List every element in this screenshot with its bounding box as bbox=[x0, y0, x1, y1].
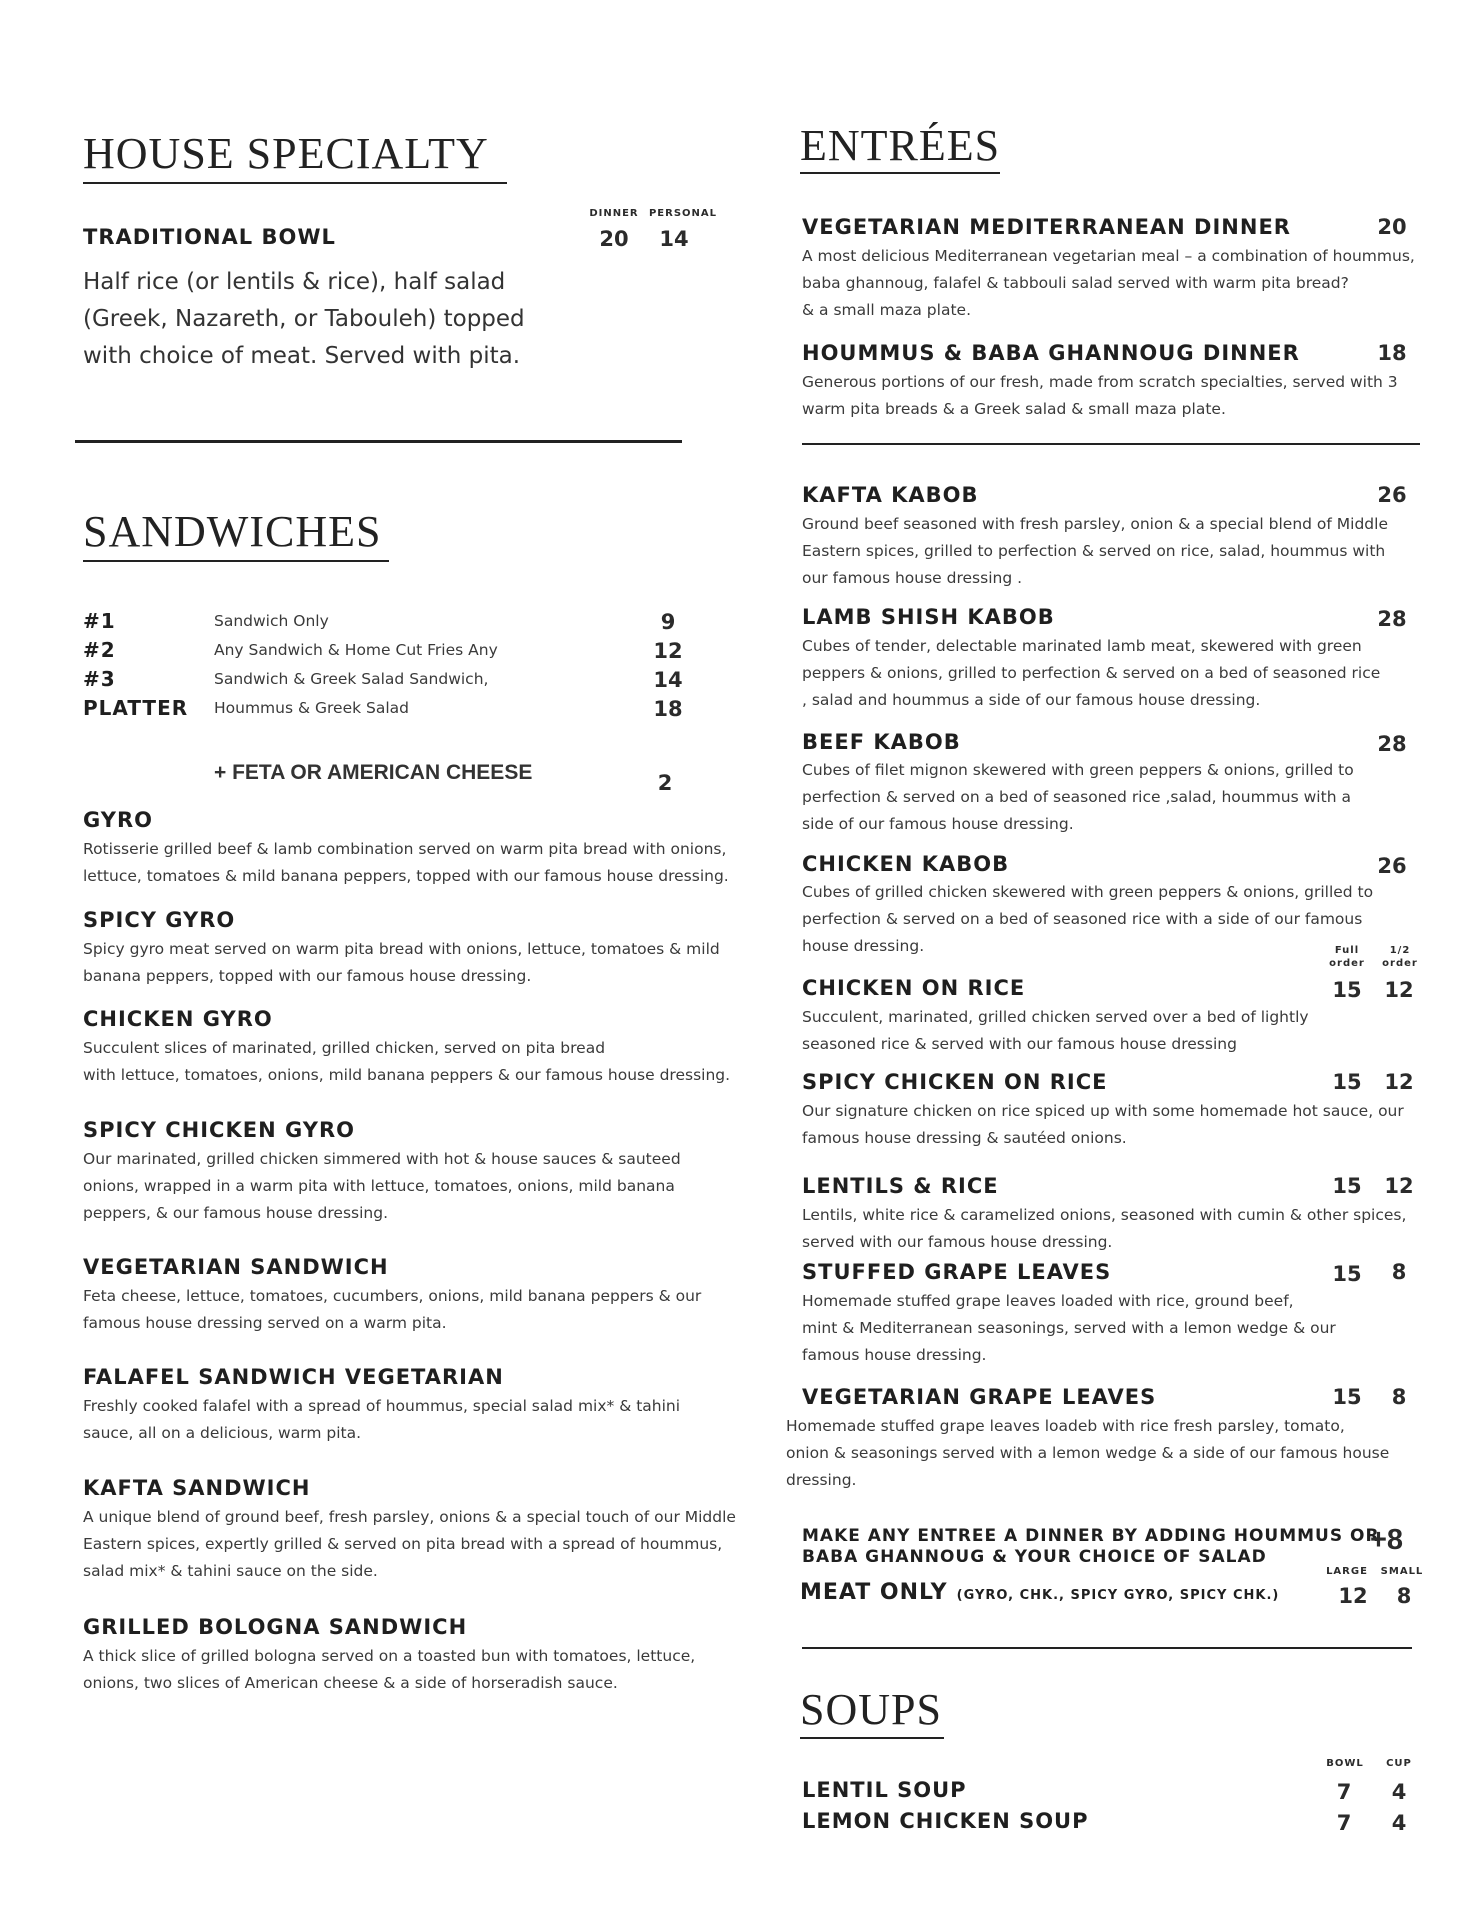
menu-item-description bbox=[83, 1146, 681, 1227]
menu-item-description bbox=[802, 1202, 1406, 1256]
description-line: with choice of meat. Served with pita. bbox=[83, 343, 521, 369]
description-line: banana peppers, topped with our famous house dressing. bbox=[83, 967, 532, 985]
menu-item-name: VEGETARIAN SANDWICH bbox=[83, 1255, 389, 1279]
half-order-price: 12 bbox=[1384, 978, 1414, 1002]
menu-item-name: HOUMMUS & BABA GHANNOUG DINNER bbox=[802, 341, 1300, 365]
menu-item-name: KAFTA KABOB bbox=[802, 483, 979, 507]
traditional-bowl-personal-price: 14 bbox=[659, 227, 689, 251]
option-label: #3 bbox=[83, 667, 116, 691]
soup-name: LEMON CHICKEN SOUP bbox=[802, 1809, 1089, 1833]
traditional-bowl-dinner-price: 20 bbox=[599, 227, 629, 251]
description-line: A thick slice of grilled bologna served on a toasted bun with tomatoes, lettuce, bbox=[83, 1647, 696, 1665]
menu-item-price: 26 bbox=[1377, 483, 1407, 507]
description-line: peppers & onions, grilled to perfection & served on a bed of seasoned rice bbox=[802, 664, 1381, 682]
soup-bowl-price: 7 bbox=[1336, 1811, 1352, 1835]
menu-item-description bbox=[83, 1283, 701, 1337]
meat-only-row bbox=[800, 1580, 1279, 1605]
meat-only-large-price: 12 bbox=[1338, 1584, 1368, 1608]
option-label: #1 bbox=[83, 609, 116, 633]
description-line: Rotisserie grilled beef & lamb combination served on warm pita bread with onions, bbox=[83, 840, 727, 858]
sandwiches-underline bbox=[83, 560, 389, 562]
description-line: served with our famous house dressing. bbox=[802, 1233, 1113, 1251]
soup-cup-price: 4 bbox=[1391, 1780, 1407, 1804]
soup-name: LENTIL SOUP bbox=[802, 1778, 967, 1802]
full-order-price: 15 bbox=[1332, 978, 1362, 1002]
menu-item-description bbox=[802, 1098, 1404, 1152]
menu-item-name: VEGETARIAN GRAPE LEAVES bbox=[802, 1385, 1157, 1409]
dinner-upgrade-note bbox=[802, 1526, 1380, 1568]
menu-item-name: VEGETARIAN MEDITERRANEAN DINNER bbox=[802, 215, 1291, 239]
description-line: Generous portions of our fresh, made from scratch specialties, served with 3 bbox=[802, 373, 1398, 391]
description-line: Eastern spices, expertly grilled & served on pita bread with a spread of hoummus, bbox=[83, 1535, 723, 1553]
description-line: salad mix* & tahini sauce on the side. bbox=[83, 1562, 378, 1580]
house-specialty-title: HOUSE SPECIALTY bbox=[83, 129, 489, 178]
feta-cheese-addon-price: 2 bbox=[657, 771, 673, 795]
menu-item-price: 28 bbox=[1377, 607, 1407, 631]
description-line: , salad and hoummus a side of our famous house dressing. bbox=[802, 691, 1261, 709]
menu-item-description bbox=[83, 1393, 680, 1447]
note-line: MAKE ANY ENTREE A DINNER BY ADDING HOUMMUS OR bbox=[802, 1526, 1380, 1546]
description-line: our famous house dressing . bbox=[802, 569, 1023, 587]
description-line: onions, wrapped in a warm pita with lettuce, tomatoes, onions, mild banana bbox=[83, 1177, 675, 1195]
description-line: Freshly cooked falafel with a spread of hoummus, special salad mix* & tahini bbox=[83, 1397, 681, 1415]
description-line: seasoned rice & served with our famous house dressing bbox=[802, 1035, 1237, 1053]
description-line: baba ghannoug, falafel & tabbouli salad served with warm pita bread? bbox=[802, 274, 1349, 292]
full-order-price: 15 bbox=[1332, 1385, 1362, 1409]
menu-item-name: SPICY CHICKEN GYRO bbox=[83, 1118, 355, 1142]
entrees-title: ENTRÉES bbox=[800, 121, 1001, 170]
menu-item-name: SPICY CHICKEN ON RICE bbox=[802, 1070, 1108, 1094]
option-label: #2 bbox=[83, 638, 116, 662]
menu-item-name: KAFTA SANDWICH bbox=[83, 1476, 311, 1500]
meat-only-detail: (GYRO, CHK., SPICY GYRO, SPICY CHK.) bbox=[956, 1588, 1280, 1603]
menu-item-name: LAMB SHISH KABOB bbox=[802, 605, 1055, 629]
menu-item-name: BEEF KABOB bbox=[802, 730, 961, 754]
description-line: perfection & served on a bed of seasoned rice with a side of our famous bbox=[802, 910, 1363, 928]
description-line: (Greek, Nazareth, or Tabouleh) topped bbox=[83, 306, 525, 332]
note-line: BABA GHANNOUG & YOUR CHOICE OF SALAD bbox=[802, 1547, 1267, 1567]
description-line: & a small maza plate. bbox=[802, 301, 971, 319]
section-divider bbox=[802, 443, 1420, 445]
menu-item-description bbox=[83, 1643, 695, 1697]
description-line: warm pita breads & a Greek salad & small maza plate. bbox=[802, 400, 1226, 418]
description-line: house dressing. bbox=[802, 937, 925, 955]
option-label: PLATTER bbox=[83, 696, 189, 720]
menu-item-description bbox=[802, 1004, 1309, 1058]
description-line: peppers, & our famous house dressing. bbox=[83, 1204, 388, 1222]
half-order-price: 12 bbox=[1384, 1070, 1414, 1094]
description-line: famous house dressing & sautéed onions. bbox=[802, 1129, 1127, 1147]
col-dinner-header: DINNER bbox=[589, 208, 639, 219]
menu-item-description bbox=[802, 757, 1354, 838]
option-price: 14 bbox=[653, 668, 683, 692]
description-line: mint & Mediterranean seasonings, served with a lemon wedge & our bbox=[802, 1319, 1336, 1337]
half-order-price: 8 bbox=[1391, 1260, 1407, 1284]
description-line: sauce, all on a delicious, warm pita. bbox=[83, 1424, 362, 1442]
entrees-underline bbox=[800, 172, 1000, 174]
soup-cup-price: 4 bbox=[1391, 1811, 1407, 1835]
sandwiches-title: SANDWICHES bbox=[83, 507, 382, 556]
description-line: onions, two slices of American cheese & a side of horseradish sauce. bbox=[83, 1674, 618, 1692]
menu-item-name: SPICY GYRO bbox=[83, 908, 236, 932]
option-desc: Any Sandwich & Home Cut Fries Any bbox=[214, 641, 498, 659]
description-line: with lettuce, tomatoes, onions, mild banana peppers & our famous house dressing. bbox=[83, 1066, 731, 1084]
menu-item-description bbox=[802, 879, 1373, 960]
menu-item-description bbox=[83, 836, 729, 890]
description-line: Ground beef seasoned with fresh parsley, onion & a special blend of Middle bbox=[802, 515, 1388, 533]
description-line: Feta cheese, lettuce, tomatoes, cucumbers, onions, mild banana peppers & our bbox=[83, 1287, 702, 1305]
menu-item-price: 26 bbox=[1377, 854, 1407, 878]
menu-item-price: 20 bbox=[1377, 215, 1407, 239]
option-desc: Sandwich & Greek Salad Sandwich, bbox=[214, 670, 489, 688]
col-small-header: SMALL bbox=[1380, 1566, 1424, 1577]
description-line: Eastern spices, grilled to perfection & served on rice, salad, hoummus with bbox=[802, 542, 1386, 560]
description-line: Succulent, marinated, grilled chicken served over a bed of lightly bbox=[802, 1008, 1309, 1026]
description-line: Our marinated, grilled chicken simmered with hot & house sauces & sauteed bbox=[83, 1150, 681, 1168]
description-line: Cubes of filet mignon skewered with green peppers & onions, grilled to bbox=[802, 761, 1354, 779]
menu-item-description bbox=[802, 1288, 1336, 1369]
description-line: famous house dressing served on a warm pita. bbox=[83, 1314, 447, 1332]
description-line: Homemade stuffed grape leaves loadeb with rice fresh parsley, tomato, bbox=[786, 1417, 1345, 1435]
section-divider bbox=[802, 1647, 1412, 1649]
menu-item-description bbox=[802, 511, 1388, 592]
description-line: Succulent slices of marinated, grilled chicken, served on pita bread bbox=[83, 1039, 606, 1057]
description-line: Half rice (or lentils & rice), half salad bbox=[83, 269, 506, 295]
traditional-bowl-description bbox=[83, 264, 525, 375]
description-line: side of our famous house dressing. bbox=[802, 815, 1074, 833]
meat-only-small-price: 8 bbox=[1396, 1584, 1412, 1608]
menu-item-description bbox=[802, 633, 1380, 714]
description-line: A most delicious Mediterranean vegetarian meal – a combination of hoummus, bbox=[802, 247, 1415, 265]
description-line: perfection & served on a bed of seasoned rice ,salad, hoummus with a bbox=[802, 788, 1351, 806]
menu-item-description bbox=[83, 1035, 730, 1089]
description-line: famous house dressing. bbox=[802, 1346, 987, 1364]
menu-item-description bbox=[83, 1504, 736, 1585]
description-line: Our signature chicken on rice spiced up with some homemade hot sauce, our bbox=[802, 1102, 1404, 1120]
description-line: A unique blend of ground beef, fresh parsley, onions & a special touch of our Middle bbox=[83, 1508, 736, 1526]
feta-cheese-addon: + FETA OR AMERICAN CHEESE bbox=[214, 761, 533, 784]
option-price: 18 bbox=[653, 697, 683, 721]
menu-item-description bbox=[83, 936, 720, 990]
description-line: dressing. bbox=[786, 1471, 857, 1489]
option-price: 9 bbox=[660, 610, 676, 634]
description-line: Cubes of grilled chicken skewered with green peppers & onions, grilled to bbox=[802, 883, 1374, 901]
menu-item-name: STUFFED GRAPE LEAVES bbox=[802, 1260, 1112, 1284]
description-line: Spicy gyro meat served on warm pita bread with onions, lettuce, tomatoes & mild bbox=[83, 940, 720, 958]
menu-item-description bbox=[786, 1413, 1389, 1494]
full-order-price: 15 bbox=[1332, 1262, 1362, 1286]
description-line: Cubes of tender, delectable marinated lamb meat, skewered with green bbox=[802, 637, 1362, 655]
full-order-price: 15 bbox=[1332, 1174, 1362, 1198]
dinner-upgrade-price: +8 bbox=[1370, 1524, 1404, 1556]
house-specialty-underline bbox=[83, 182, 507, 184]
option-desc: Sandwich Only bbox=[214, 612, 329, 630]
col-bowl-header: BOWL bbox=[1326, 1758, 1364, 1769]
menu-item-name: LENTILS & RICE bbox=[802, 1174, 999, 1198]
menu-item-name: GYRO bbox=[83, 808, 154, 832]
menu-item-name: CHICKEN ON RICE bbox=[802, 976, 1026, 1000]
menu-item-price: 18 bbox=[1377, 341, 1407, 365]
traditional-bowl-name: TRADITIONAL BOWL bbox=[83, 225, 336, 249]
option-price: 12 bbox=[653, 639, 683, 663]
menu-item-price: 28 bbox=[1377, 732, 1407, 756]
description-line: Homemade stuffed grape leaves loaded with rice, ground beef, bbox=[802, 1292, 1294, 1310]
meat-only-label: MEAT ONLY bbox=[800, 1580, 948, 1605]
description-line: Lentils, white rice & caramelized onions, seasoned with cumin & other spices, bbox=[802, 1206, 1407, 1224]
menu-item-description bbox=[802, 369, 1398, 423]
description-line: lettuce, tomatoes & mild banana peppers, topped with our famous house dressing. bbox=[83, 867, 729, 885]
col-half-order-header: 1/2 order bbox=[1382, 945, 1418, 969]
menu-item-name: CHICKEN GYRO bbox=[83, 1007, 273, 1031]
soups-title: SOUPS bbox=[800, 1685, 942, 1734]
half-order-price: 12 bbox=[1384, 1174, 1414, 1198]
col-full-order-header: Full order bbox=[1329, 945, 1365, 969]
menu-item-description bbox=[802, 243, 1415, 324]
menu-item-name: FALAFEL SANDWICH VEGETARIAN bbox=[83, 1365, 504, 1389]
soups-underline bbox=[800, 1737, 944, 1739]
col-cup-header: CUP bbox=[1386, 1758, 1412, 1769]
description-line: onion & seasonings served with a lemon wedge & a side of our famous house bbox=[786, 1444, 1390, 1462]
option-desc: Hoummus & Greek Salad bbox=[214, 699, 409, 717]
section-divider bbox=[75, 440, 682, 443]
col-personal-header: PERSONAL bbox=[648, 208, 718, 219]
half-order-price: 8 bbox=[1391, 1385, 1407, 1409]
col-large-header: LARGE bbox=[1326, 1566, 1368, 1577]
menu-item-name: CHICKEN KABOB bbox=[802, 852, 1010, 876]
full-order-price: 15 bbox=[1332, 1070, 1362, 1094]
soup-bowl-price: 7 bbox=[1336, 1780, 1352, 1804]
menu-item-name: GRILLED BOLOGNA SANDWICH bbox=[83, 1615, 468, 1639]
